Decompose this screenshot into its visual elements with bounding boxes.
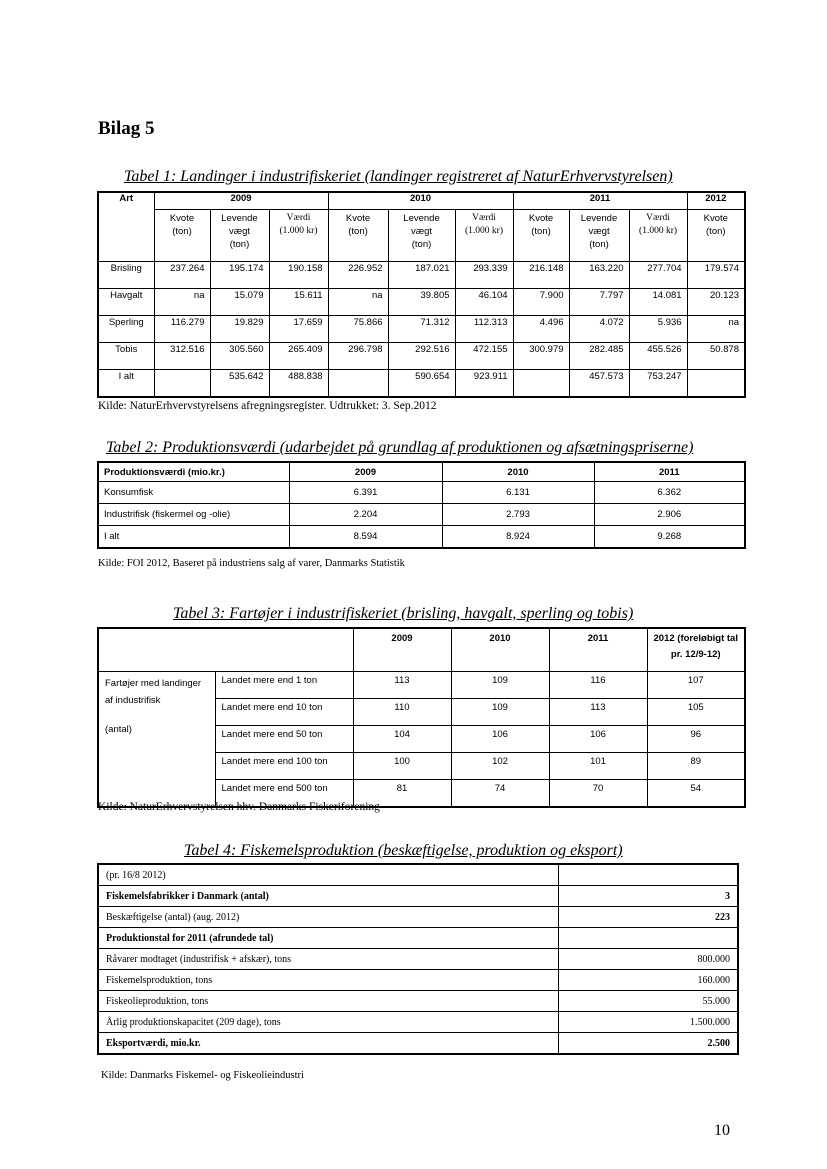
- table-row: [98, 970, 738, 991]
- table1-cell: 195.174: [210, 262, 269, 289]
- table1-landings: [97, 191, 746, 398]
- table1-cell: 312.516: [154, 343, 210, 370]
- table-row: [98, 482, 745, 504]
- table4-row-value: 800.000: [558, 949, 738, 970]
- table-row: [98, 886, 738, 907]
- table1-cell: 7.797: [569, 289, 629, 316]
- table3-cell: 74: [451, 780, 549, 808]
- table2-header-year: 2011: [594, 462, 745, 482]
- table-row: [98, 289, 745, 316]
- table2-production-value: [97, 461, 746, 549]
- table1-year-header: 2011: [513, 192, 687, 210]
- table2-cell: 9.268: [594, 526, 745, 549]
- table1-cell: 17.659: [269, 316, 328, 343]
- table1-subheader-line: Værdi: [646, 213, 670, 223]
- table1-cell: 46.104: [455, 289, 513, 316]
- table-row: [98, 907, 738, 928]
- table2-cell: 8.594: [289, 526, 442, 549]
- table3-cell: 107: [647, 672, 745, 699]
- table3-source: Kilde: NaturErhvervstyrelsen hhv. Danmarks Fiskeriforening: [98, 801, 380, 813]
- table1-year-header: 2010: [328, 192, 513, 210]
- table1-cell: 50.878: [687, 343, 745, 370]
- table1-subheader-line: (1.000 kr): [465, 226, 504, 236]
- table1-cell: 7.900: [513, 289, 569, 316]
- table1-cell: 216.148: [513, 262, 569, 289]
- table1-cell: 19.829: [210, 316, 269, 343]
- table3-cell: 54: [647, 780, 745, 808]
- table3-group-text: Fartøjer med landinger af industrifisk: [105, 678, 202, 706]
- table2-cell: 8.924: [442, 526, 594, 549]
- page-heading: Bilag 5: [98, 118, 155, 139]
- table4-row-value: 2.500: [558, 1033, 738, 1055]
- table4-date-empty: [558, 864, 738, 886]
- table4-caption: Tabel 4: Fiskemelsproduktion (beskæftigelse, produktion og eksport): [184, 842, 623, 859]
- table1-cell: 20.123: [687, 289, 745, 316]
- table1-cell: 112.313: [455, 316, 513, 343]
- table3-cell: 102: [451, 753, 549, 780]
- table1-subheader: [513, 210, 569, 262]
- table1-year-header: 2012: [687, 192, 745, 210]
- table3-caption: Tabel 3: Fartøjer i industrifiskeriet (brisling, havgalt, sperling og tobis): [173, 605, 634, 622]
- table-row: [98, 316, 745, 343]
- table3-vessels: [97, 627, 746, 808]
- table3-row-label: Landet mere end 500 ton: [215, 780, 353, 808]
- table1-subheader-line: (ton): [348, 226, 368, 237]
- table1-cell: 187.021: [388, 262, 455, 289]
- table1-cell: 15.611: [269, 289, 328, 316]
- table3-cell: 100: [353, 753, 451, 780]
- table1-cell: [328, 370, 388, 398]
- table1-subheader: [154, 210, 210, 262]
- table1-subheader-line: (ton): [706, 226, 726, 237]
- table4-row-label: Produktionstal for 2011 (afrundede tal): [98, 928, 558, 949]
- table1-cell: 590.654: [388, 370, 455, 398]
- table2-row-label: Konsumfisk: [98, 482, 289, 504]
- table-row: [98, 991, 738, 1012]
- table1-subheader: [210, 210, 269, 262]
- page-number: 10: [714, 1122, 730, 1139]
- table1-cell: 190.158: [269, 262, 328, 289]
- table1-cell: na: [328, 289, 388, 316]
- table1-cell: 163.220: [569, 262, 629, 289]
- table3-cell: 109: [451, 672, 549, 699]
- table3-cell: 110: [353, 699, 451, 726]
- table1-subheader-line: Kvote: [703, 213, 728, 224]
- table1-row-label: Tobis: [98, 343, 154, 370]
- table2-cell: 2.793: [442, 504, 594, 526]
- table-row: [98, 343, 745, 370]
- table1-cell: 300.979: [513, 343, 569, 370]
- table1-cell: 305.560: [210, 343, 269, 370]
- table4-row-label: Beskæftigelse (antal) (aug. 2012): [98, 907, 558, 928]
- table1-subheader: [569, 210, 629, 262]
- table2-header-label: Produktionsværdi (mio.kr.): [98, 462, 289, 482]
- table1-cell: 226.952: [328, 262, 388, 289]
- table3-header-year: 2010: [451, 628, 549, 672]
- table1-cell: 472.155: [455, 343, 513, 370]
- table3-cell: 106: [451, 726, 549, 753]
- table1-cell: 457.573: [569, 370, 629, 398]
- table1-cell: [687, 370, 745, 398]
- table2-row-label: I alt: [98, 526, 289, 549]
- table3-cell: 116: [549, 672, 647, 699]
- table2-header-year: 2009: [289, 462, 442, 482]
- table3-row-label: Landet mere end 50 ton: [215, 726, 353, 753]
- table1-cell: 292.516: [388, 343, 455, 370]
- table2-row-label: Industrifisk (fiskermel og -olie): [98, 504, 289, 526]
- table1-row-label: Brisling: [98, 262, 154, 289]
- table3-cell: 96: [647, 726, 745, 753]
- table3-header-year: 2011: [549, 628, 647, 672]
- table1-subheader-line: Levende: [580, 213, 618, 224]
- table1-subheader-line: Levende: [403, 213, 440, 224]
- table1-cell: 179.574: [687, 262, 745, 289]
- table1-cell: 455.526: [629, 343, 687, 370]
- table1-subheader-line: vægt: [410, 226, 433, 237]
- table2-cell: 2.906: [594, 504, 745, 526]
- table3-group-unit: (antal): [105, 724, 132, 735]
- table3-header-row: [98, 628, 745, 672]
- table1-subheader-line: Kvote: [169, 213, 195, 224]
- table1-subheader-line: (1.000 kr): [639, 226, 678, 236]
- table1-cell: 15.079: [210, 289, 269, 316]
- table1-subheader-line: (ton): [229, 239, 250, 250]
- table1-subheader-line: Kvote: [345, 213, 371, 224]
- table1-caption: Tabel 1: Landinger i industrifiskeriet (landinger registreret af NaturErhvervstyrelsen): [124, 168, 673, 185]
- table1-cell: 4.496: [513, 316, 569, 343]
- table1-cell: 488.838: [269, 370, 328, 398]
- table1-subheader: [328, 210, 388, 262]
- table3-cell: 113: [549, 699, 647, 726]
- table1-cell: 116.279: [154, 316, 210, 343]
- table1-source: Kilde: NaturErhvervstyrelsens afregningsregister. Udtrukket: 3. Sep.2012: [98, 400, 437, 412]
- table1-cell: 753.247: [629, 370, 687, 398]
- table1-subheader-line: (1.000 kr): [279, 226, 318, 236]
- table3-header-empty: [98, 628, 353, 672]
- table1-subheader: [455, 210, 513, 262]
- table3-cell: 109: [451, 699, 549, 726]
- table-row: [98, 1033, 738, 1055]
- table-row: [98, 928, 738, 949]
- table-row: [98, 504, 745, 526]
- table1-cell: 535.642: [210, 370, 269, 398]
- table2-cell: 6.131: [442, 482, 594, 504]
- table1-subheader-line: Levende: [221, 213, 258, 224]
- table1-subheader-line: (ton): [172, 226, 192, 237]
- table1-subheader: [269, 210, 328, 262]
- table4-row-value: 1.500.000: [558, 1012, 738, 1033]
- table4-row-value: 3: [558, 886, 738, 907]
- table4-row-label: Fiskemelsproduktion, tons: [98, 970, 558, 991]
- table3-group-label: [98, 672, 215, 808]
- table2-header-year: 2010: [442, 462, 594, 482]
- table-row: [98, 1012, 738, 1033]
- table1-cell: 71.312: [388, 316, 455, 343]
- table1-cell: 75.866: [328, 316, 388, 343]
- table4-fishmeal: [97, 863, 739, 1055]
- table1-cell: 14.081: [629, 289, 687, 316]
- table3-cell: 101: [549, 753, 647, 780]
- table2-source: Kilde: FOI 2012, Baseret på industriens salg af varer, Danmarks Statistik: [98, 558, 405, 569]
- table3-cell: 105: [647, 699, 745, 726]
- table3-row-label: Landet mere end 10 ton: [215, 699, 353, 726]
- table1-row-label: Sperling: [98, 316, 154, 343]
- table4-row-value: 160.000: [558, 970, 738, 991]
- table3-row-label: Landet mere end 1 ton: [215, 672, 353, 699]
- table2-cell: 6.362: [594, 482, 745, 504]
- table1-cell: na: [154, 289, 210, 316]
- table1-subheader: [629, 210, 687, 262]
- table3-cell: 89: [647, 753, 745, 780]
- table3-cell: 113: [353, 672, 451, 699]
- table4-row-value: [558, 928, 738, 949]
- table3-header-year: 2012 (foreløbigt tal pr. 12/9-12): [647, 628, 745, 672]
- table1-year-header: 2009: [154, 192, 328, 210]
- table4-row-value: 223: [558, 907, 738, 928]
- table2-cell: 6.391: [289, 482, 442, 504]
- table1-cell: 277.704: [629, 262, 687, 289]
- table1-cell: [513, 370, 569, 398]
- table4-row-value: 55.000: [558, 991, 738, 1012]
- table1-cell: 923.911: [455, 370, 513, 398]
- table1-cell: 5.936: [629, 316, 687, 343]
- table3-row-label: Landet mere end 100 ton: [215, 753, 353, 780]
- table4-row-label: Råvarer modtaget (industrifisk + afskær), tons: [98, 949, 558, 970]
- table-row: [98, 672, 745, 699]
- table4-source: Kilde: Danmarks Fiskemel- og Fiskeolieindustri: [101, 1070, 304, 1081]
- table1-row-label: Havgalt: [98, 289, 154, 316]
- table-row: [98, 262, 745, 289]
- table4-date-note: (pr. 16/8 2012): [98, 864, 558, 886]
- table1-subheader-line: (ton): [531, 226, 551, 237]
- table4-row-label: Eksportværdi, mio.kr.: [98, 1033, 558, 1055]
- table3-cell: 70: [549, 780, 647, 808]
- table4-date-row: [98, 864, 738, 886]
- table2-header-row: [98, 462, 745, 482]
- table1-cell: 282.485: [569, 343, 629, 370]
- table1-cell: na: [687, 316, 745, 343]
- table1-cell: 296.798: [328, 343, 388, 370]
- table1-cell: 237.264: [154, 262, 210, 289]
- table1-subheader: [687, 210, 745, 262]
- table1-subheader-line: (ton): [411, 239, 432, 250]
- table-row: [98, 370, 745, 398]
- table1-subheader-line: Kvote: [528, 213, 554, 224]
- table1-subheader-line: Værdi: [286, 213, 311, 223]
- table3-cell: 104: [353, 726, 451, 753]
- table-row: [98, 526, 745, 549]
- table1-subheader-row: [98, 210, 745, 262]
- table1-cell: [154, 370, 210, 398]
- table3-cell: 106: [549, 726, 647, 753]
- table1-cell: 265.409: [269, 343, 328, 370]
- table1-art-header: Art: [98, 192, 154, 262]
- table3-header-year: 2009: [353, 628, 451, 672]
- table4-row-label: Årlig produktionskapacitet (209 dage), tons: [98, 1012, 558, 1033]
- table1-subheader-line: (ton): [589, 239, 609, 250]
- table1-cell: 4.072: [569, 316, 629, 343]
- table1-subheader-line: Værdi: [472, 213, 496, 223]
- table2-caption: Tabel 2: Produktionsværdi (udarbejdet på grundlag af produktionen og afsætningspriserne): [106, 439, 694, 456]
- table4-row-label: Fiskemelsfabrikker i Danmark (antal): [98, 886, 558, 907]
- table2-cell: 2.204: [289, 504, 442, 526]
- table1-subheader-line: vægt: [588, 226, 610, 237]
- table3-cell: 81: [353, 780, 451, 808]
- table1-row-label: I alt: [98, 370, 154, 398]
- table-row: [98, 949, 738, 970]
- table1-cell: 293.339: [455, 262, 513, 289]
- table1-subheader: [388, 210, 455, 262]
- table4-row-label: Fiskeolieproduktion, tons: [98, 991, 558, 1012]
- table1-subheader-line: vægt: [228, 226, 251, 237]
- table1-cell: 39.805: [388, 289, 455, 316]
